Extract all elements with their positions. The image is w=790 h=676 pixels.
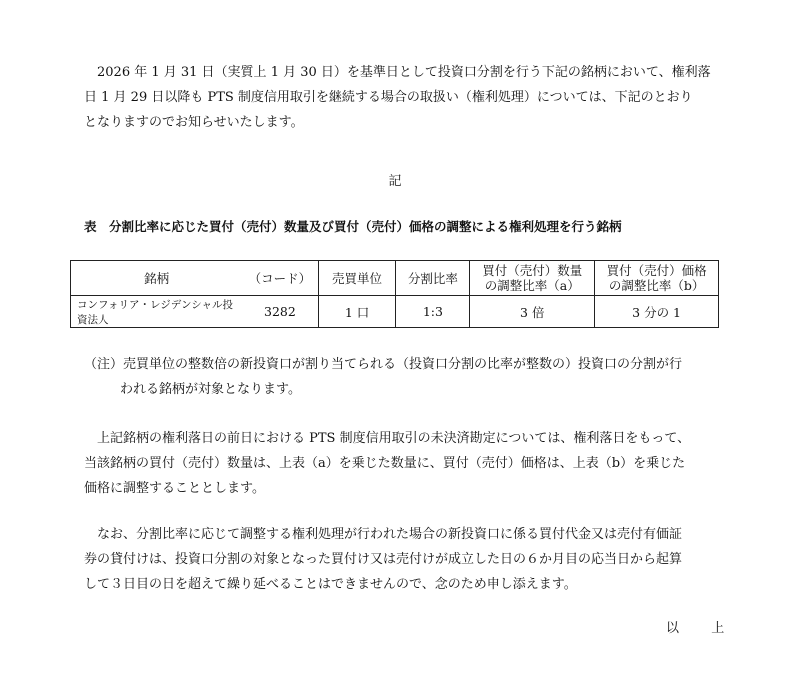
header-price-line2: の調整比率（b） [608, 278, 705, 293]
note-line2: われる銘柄が対象となります。 [120, 382, 301, 397]
note-paragraph [84, 352, 716, 402]
closing-mark [666, 617, 724, 636]
table-header-row [71, 261, 719, 296]
adjustment-paragraph [84, 426, 716, 501]
note-line1: （注）売買単位の整数倍の新投資口が割り当てられる（投資口分割の比率が整数の）投資口の分割が行 [84, 357, 683, 372]
intro-line: となりますのでお知らせいたします。 [84, 115, 304, 130]
cell-ratio: 1:3 [396, 296, 470, 328]
intro-paragraph [84, 60, 716, 135]
header-qty-line1: 買付（売付）数量 [482, 263, 583, 278]
header-price [595, 261, 719, 296]
header-unit: 売買単位 [318, 261, 396, 296]
cell-qty-ratio: 3 倍 [470, 296, 595, 328]
header-name: 銘柄 [71, 261, 243, 296]
table-row [71, 296, 719, 328]
intro-line: 日 1 月 29 日以降も PTS 制度信用取引を継続する場合の取扱い（権利処理）については、下記のとおり [84, 90, 693, 105]
closing-right: 上 [711, 621, 725, 636]
closing-left: 以 [666, 621, 680, 636]
cell-code: 3282 [242, 296, 318, 328]
intro-line: 2026 年 1 月 31 日（実質上 1 月 30 日）を基準日として投資口分割を行う下記の銘柄において、権利落 [84, 65, 711, 80]
adjustment-line: 当該銘柄の買付（売付）数量は、上表（a）を乗じた数量に、買付（売付）価格は、上表（b）を乗じた [84, 456, 686, 471]
header-qty-line2: の調整比率（a） [484, 278, 580, 293]
cell-unit: 1 口 [318, 296, 396, 328]
cell-price-ratio: 3 分の 1 [595, 296, 719, 328]
table-title: 表 分割比率に応じた買付（売付）数量及び買付（売付）価格の調整による権利処理を行う銘柄 [84, 219, 622, 234]
header-code: （コード） [242, 261, 318, 296]
header-price-line1: 買付（売付）価格 [606, 263, 707, 278]
adjustment-line: 上記銘柄の権利落日の前日における PTS 制度信用取引の未決済勘定については、権利落日をもって、 [84, 431, 691, 446]
settlement-line: して３日目の日を超えて繰り延べることはできませんので、念のため申し添えます。 [84, 577, 577, 592]
split-table [70, 260, 719, 328]
header-qty [470, 261, 595, 296]
settlement-line: なお、分割比率に応じて調整する権利処理が行われた場合の新投資口に係る買付代金又は売付有価証 [84, 527, 683, 542]
settlement-line: 券の貸付けは、投資口分割の対象となった買付け又は売付けが成立した日の６か月目の応当日から起算 [84, 552, 683, 567]
ki-heading: 記 [388, 174, 402, 189]
settlement-paragraph [84, 522, 716, 597]
cell-name: コンフォリア・レジデンシャル投資法人 [71, 296, 243, 328]
header-ratio: 分割比率 [396, 261, 470, 296]
adjustment-line: 価格に調整することとします。 [84, 481, 265, 496]
